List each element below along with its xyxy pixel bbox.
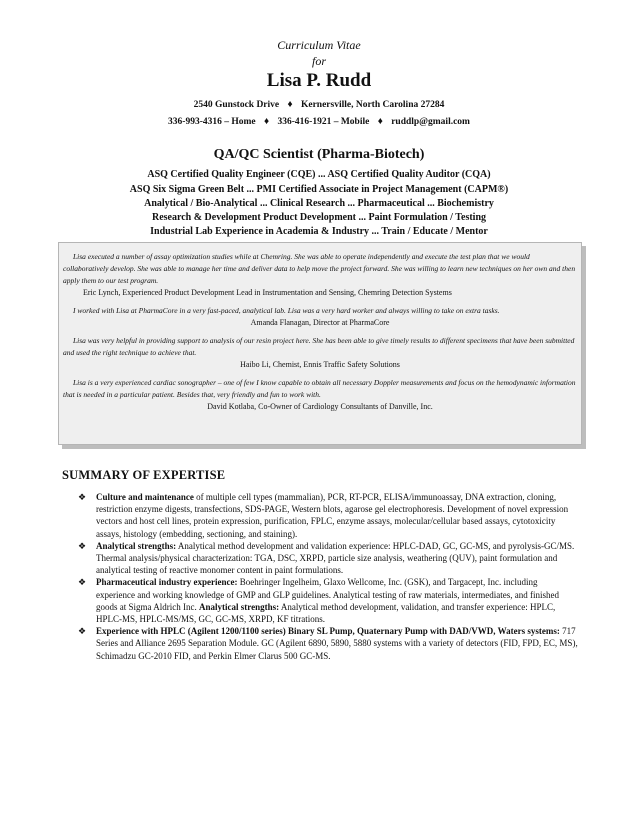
testimonials-box xyxy=(58,242,582,445)
home-phone: 336-993-4316 – Home xyxy=(168,117,256,127)
testimonial-quote: I worked with Lisa at PharmaCore in a very fast-paced, analytical lab. Lisa was a very hard worker and always willing to take on extra tasks. xyxy=(73,306,500,315)
diamond-icon: ♦ xyxy=(287,99,293,110)
testimonial-quote: Lisa was very helpful in providing support to analysis of our resin project here. She has been able to give timely results to different specimens that have been submitted and used the right technique to achieve that. xyxy=(63,336,575,357)
credential-line: ASQ Certified Quality Engineer (CQE) ... ASQ Certified Quality Auditor (CQA) xyxy=(147,169,491,180)
for-label: for xyxy=(311,54,326,68)
address-line xyxy=(0,99,638,110)
summary-list xyxy=(78,491,578,662)
credential-line: Analytical / Bio-Analytical ... Clinical Research ... Pharmaceutical ... Biochemistry xyxy=(144,198,494,209)
diamond-bullet-icon: ❖ xyxy=(78,492,87,502)
city-address: Kernersville, North Carolina 27284 xyxy=(300,100,445,110)
testimonial-author: Eric Lynch, Experienced Product Development Lead in Instrumentation and Sensing, Chemring Detection Systems xyxy=(83,288,452,297)
summary-heading: SUMMARY OF EXPERTISE xyxy=(62,468,226,482)
testimonial-author: Haibo Li, Chemist, Ennis Traffic Safety Solutions xyxy=(240,360,400,369)
item-text: Analytical method development and validation experience: HPLC-DAD, GC, GC-MS, and pyrolysis-GC/MS. Thermal analysis/physical characterization: TGA, DSC, XRPD, particle size analysis, weathering (QUV), paint formulation and analytical testing of reactive monomer content in paint formulations. xyxy=(96,540,575,576)
contact-line xyxy=(0,116,638,127)
item-text: Boehringer Ingelheim, Glaxo Wellcome, Inc. (GSK), and Targacept, Inc. including experience and working knowledge of GMP and GLP guidelines. Analytical testing of raw materials, intermediates, and finished goods at Sigma Aldrich Inc. xyxy=(96,577,559,612)
street-address: 2540 Gunstock Drive xyxy=(193,100,280,110)
position-title: QA/QC Scientist (Pharma-Biotech) xyxy=(213,147,425,162)
item-lead: Pharmaceutical industry experience: xyxy=(96,577,238,588)
list-item xyxy=(78,625,578,662)
item-lead: Culture and maintenance xyxy=(96,492,194,502)
item-text: of multiple cell types (mammalian), PCR, RT-PCR, ELISA/immunoassay, DNA extraction, cloning, restriction enzyme digests, transfections, SDS-PAGE, Western blots, agarose gel electrophoresis. Development of novel expression vectors and host cell lines, protein expression, purification, FPLC, enzyme assays, molecular/cellular based assays, cytotoxicity assays, histology (embedding, sectioning, and staining). xyxy=(96,492,569,539)
testimonial-author: Amanda Flanagan, Director at PharmaCore xyxy=(250,318,390,327)
candidate-name: Lisa P. Rudd xyxy=(266,70,372,91)
testimonial-quote: Lisa is a very experienced cardiac sonographer – one of few I know capable to obtain all necessary Doppler measurements and focus on the hemodynamic information that is needed in a particular patient. Besides that, very friendly and fun to work with. xyxy=(63,378,576,399)
diamond-icon: ♦ xyxy=(264,116,270,127)
diamond-bullet-icon: ❖ xyxy=(78,626,87,637)
credential-line: Research & Development Product Development ... Paint Formulation / Testing xyxy=(151,212,487,223)
diamond-bullet-icon: ❖ xyxy=(78,540,87,551)
list-item xyxy=(78,576,578,625)
item-text: 717 Series and Alliance 2695 Separation Module. GC (Agilent 6890, 5890, 5880 systems with a variety of detectors (FID, FPD, EC, MS), Schimadzu GC-2010 FID, and Perkin Elmer Clarus 500 GC-MS. xyxy=(96,626,578,661)
testimonial-author: David Kotlaba, Co-Owner of Cardiology Consultants of Danville, Inc. xyxy=(207,402,433,411)
testimonial-quote: Lisa executed a number of assay optimization studies while at Chemring. She was able to operate independently and execute the test plan that we would collaboratively develop. She was able to manage her time and deliver data to help move the project forward. She was willing to learn new techniques on her own and then apply them to our test program. xyxy=(63,252,576,285)
credential-line: Industrial Lab Experience in Academia & Industry ... Train / Educate / Mentor xyxy=(150,226,488,237)
item-lead: Experience with HPLC (Agilent 1200/1100 series) Binary SL Pump, Quaternary Pump with DAD/VWD, Waters systems: xyxy=(96,626,560,637)
diamond-bullet-icon: ❖ xyxy=(78,577,87,588)
mobile-phone: 336-416-1921 – Mobile xyxy=(277,117,370,127)
email-link[interactable]: ruddlp@gmail.com xyxy=(391,117,470,127)
list-item xyxy=(78,491,578,540)
diamond-icon: ♦ xyxy=(377,116,383,127)
item-lead: Analytical strengths: xyxy=(96,540,177,551)
cv-title: Curriculum Vitae xyxy=(277,38,361,52)
credential-line: ASQ Six Sigma Green Belt ... PMI Certified Associate in Project Management (CAPM®) xyxy=(129,184,509,195)
list-item xyxy=(78,540,578,577)
item-lead-2: Analytical strengths: xyxy=(199,601,280,612)
item-text-2: Analytical method development, validation, and transfer experience: HPLC, HPLC-MS, HPLC-MS/MS, GC, GC-MS, XRPD, KF titrations. xyxy=(96,601,556,625)
